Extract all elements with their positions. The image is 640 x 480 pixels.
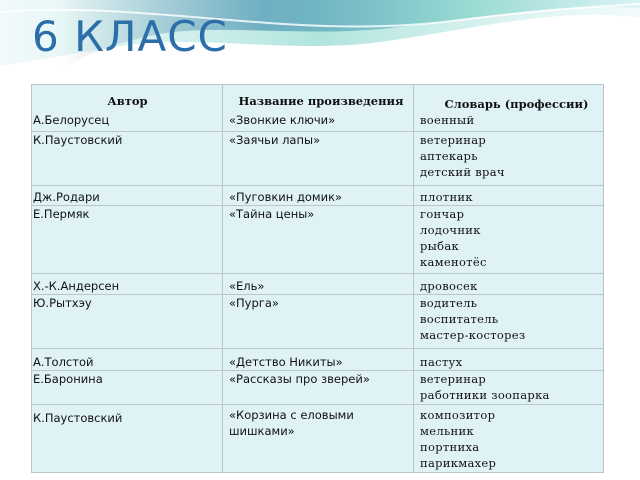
author-cell: К.Паустовский — [32, 131, 223, 185]
work-cell: «Корзина с еловыми шишками» — [223, 404, 414, 472]
header-vocab: Словарь (профессии) — [414, 85, 604, 113]
vocab-cell: гончар лодочник рыбак каменотёс — [414, 205, 604, 273]
professions-table — [31, 84, 604, 473]
header-work: Название произведения — [223, 85, 414, 113]
table-row — [32, 112, 604, 131]
author-cell: К.Паустовский — [32, 404, 223, 472]
vocab-cell: военный — [414, 112, 604, 131]
vocab-cell: композитор мельник портниха парикмахер — [414, 404, 604, 472]
vocab-cell: пастух — [414, 348, 604, 370]
table-row — [32, 205, 604, 273]
work-cell: «Рассказы про зверей» — [223, 370, 414, 404]
page-title: 6 КЛАСС — [32, 12, 228, 61]
table-row — [32, 185, 604, 205]
vocab-cell: ветеринар работники зоопарка — [414, 370, 604, 404]
work-cell: «Детство Никиты» — [223, 348, 414, 370]
work-cell: «Ель» — [223, 273, 414, 294]
vocab-cell: водитель воспитатель мастер-косторез — [414, 294, 604, 348]
author-cell: Х.-К.Андерсен — [32, 273, 223, 294]
work-cell: «Заячьи лапы» — [223, 131, 414, 185]
work-cell: «Пурга» — [223, 294, 414, 348]
work-cell: «Тайна цены» — [223, 205, 414, 273]
author-cell: А.Белорусец — [32, 112, 223, 131]
author-cell: А.Толстой — [32, 348, 223, 370]
table-row — [32, 348, 604, 370]
header-author: Автор — [32, 85, 223, 113]
vocab-cell: ветеринар аптекарь детский врач — [414, 131, 604, 185]
table-row — [32, 404, 604, 472]
table-row — [32, 294, 604, 348]
author-cell: Е.Баронина — [32, 370, 223, 404]
work-cell: «Пуговкин домик» — [223, 185, 414, 205]
table-row — [32, 131, 604, 185]
author-cell: Е.Пермяк — [32, 205, 223, 273]
author-cell: Ю.Рытхэу — [32, 294, 223, 348]
vocab-cell: дровосек — [414, 273, 604, 294]
work-cell: «Звонкие ключи» — [223, 112, 414, 131]
table-row — [32, 370, 604, 404]
table-row — [32, 273, 604, 294]
author-cell: Дж.Родари — [32, 185, 223, 205]
vocab-cell: плотник — [414, 185, 604, 205]
